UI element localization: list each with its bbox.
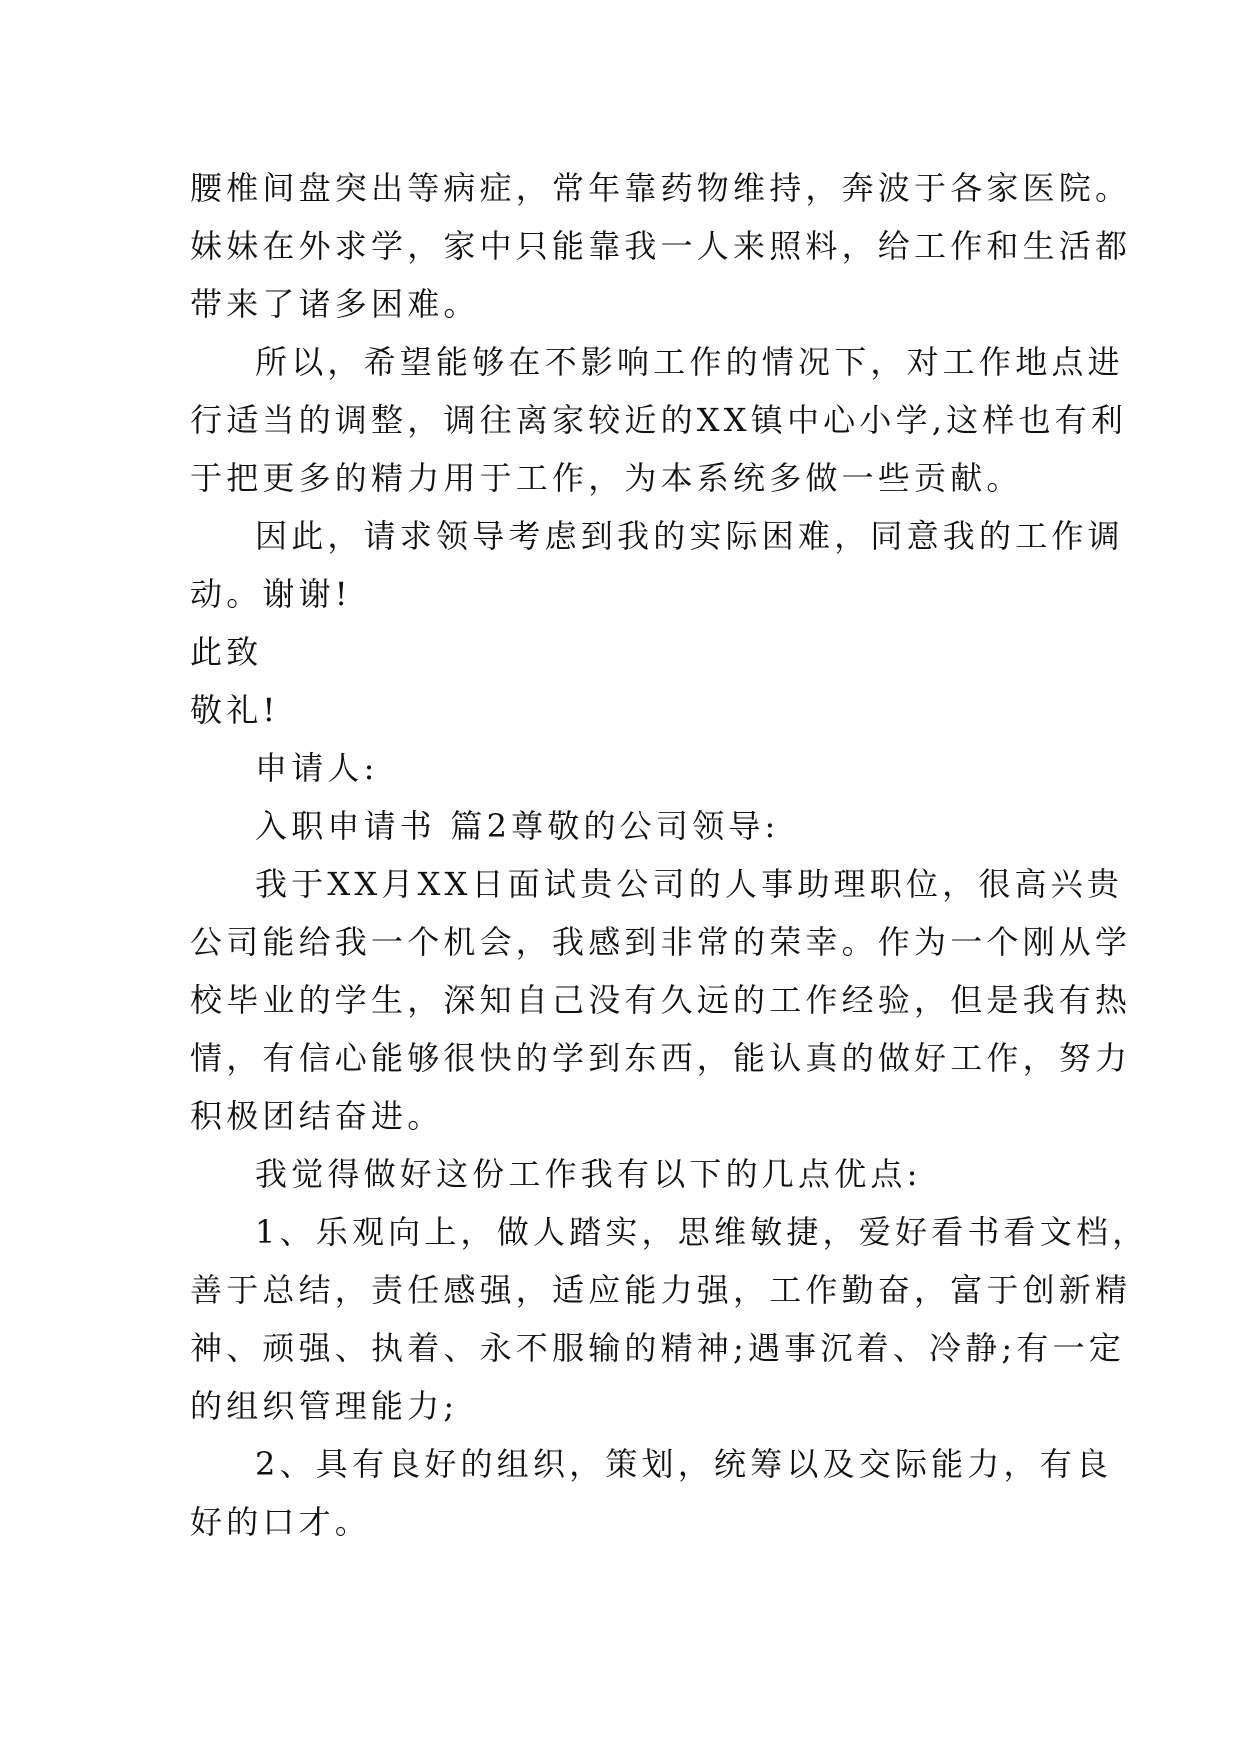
text-line: 积极团结奋进。 — [190, 1097, 444, 1135]
closing-regards: 敬礼! — [190, 691, 280, 729]
text-line: 带来了诸多困难。 — [190, 285, 480, 323]
text-line: 公司能给我一个机会，我感到非常的荣幸。作为一个刚从学 — [190, 923, 1132, 961]
text-line: 行适当的调整，调往离家较近的XX镇中心小学,这样也有利 — [190, 401, 1128, 439]
paragraph-start: 因此，请求领导考虑到我的实际困难，同意我的工作调 — [255, 517, 1124, 555]
paragraph-start: 所以，希望能够在不影响工作的情况下，对工作地点进 — [255, 343, 1124, 381]
section-heading: 入职申请书 篇2尊敬的公司领导: — [255, 807, 780, 845]
paragraph-start: 我觉得做好这份工作我有以下的几点优点: — [255, 1155, 922, 1193]
text-line: 腰椎间盘突出等病症，常年靠药物维持，奔波于各家医院。 — [190, 169, 1132, 207]
list-item-start: 1、乐观向上，做人踏实，思维敏捷，爱好看书看文档， — [255, 1213, 1149, 1251]
list-item-start: 2、具有良好的组织，策划，统筹以及交际能力，有良 — [255, 1445, 1113, 1483]
closing-salutation: 此致 — [190, 633, 263, 671]
text-line: 于把更多的精力用于工作，为本系统多做一些贡献。 — [190, 459, 1023, 497]
text-line: 情，有信心能够很快的学到东西，能认真的做好工作，努力 — [190, 1039, 1132, 1077]
text-line: 善于总结，责任感强，适应能力强，工作勤奋，富于创新精 — [190, 1271, 1132, 1309]
applicant-label: 申请人: — [255, 749, 379, 787]
text-line: 的组织管理能力; — [190, 1387, 459, 1425]
text-line: 妹妹在外求学，家中只能靠我一人来照料，给工作和生活都 — [190, 227, 1132, 265]
text-line: 动。谢谢! — [190, 575, 352, 613]
text-line: 神、顽强、执着、永不服输的精神;遇事沉着、冷静;有一定 — [190, 1329, 1125, 1367]
paragraph-start: 我于XX月XX日面试贵公司的人事助理职位，很高兴贵 — [255, 865, 1124, 903]
text-line: 好的口才。 — [190, 1503, 372, 1541]
text-line: 校毕业的学生，深知自己没有久远的工作经验，但是我有热 — [190, 981, 1132, 1019]
